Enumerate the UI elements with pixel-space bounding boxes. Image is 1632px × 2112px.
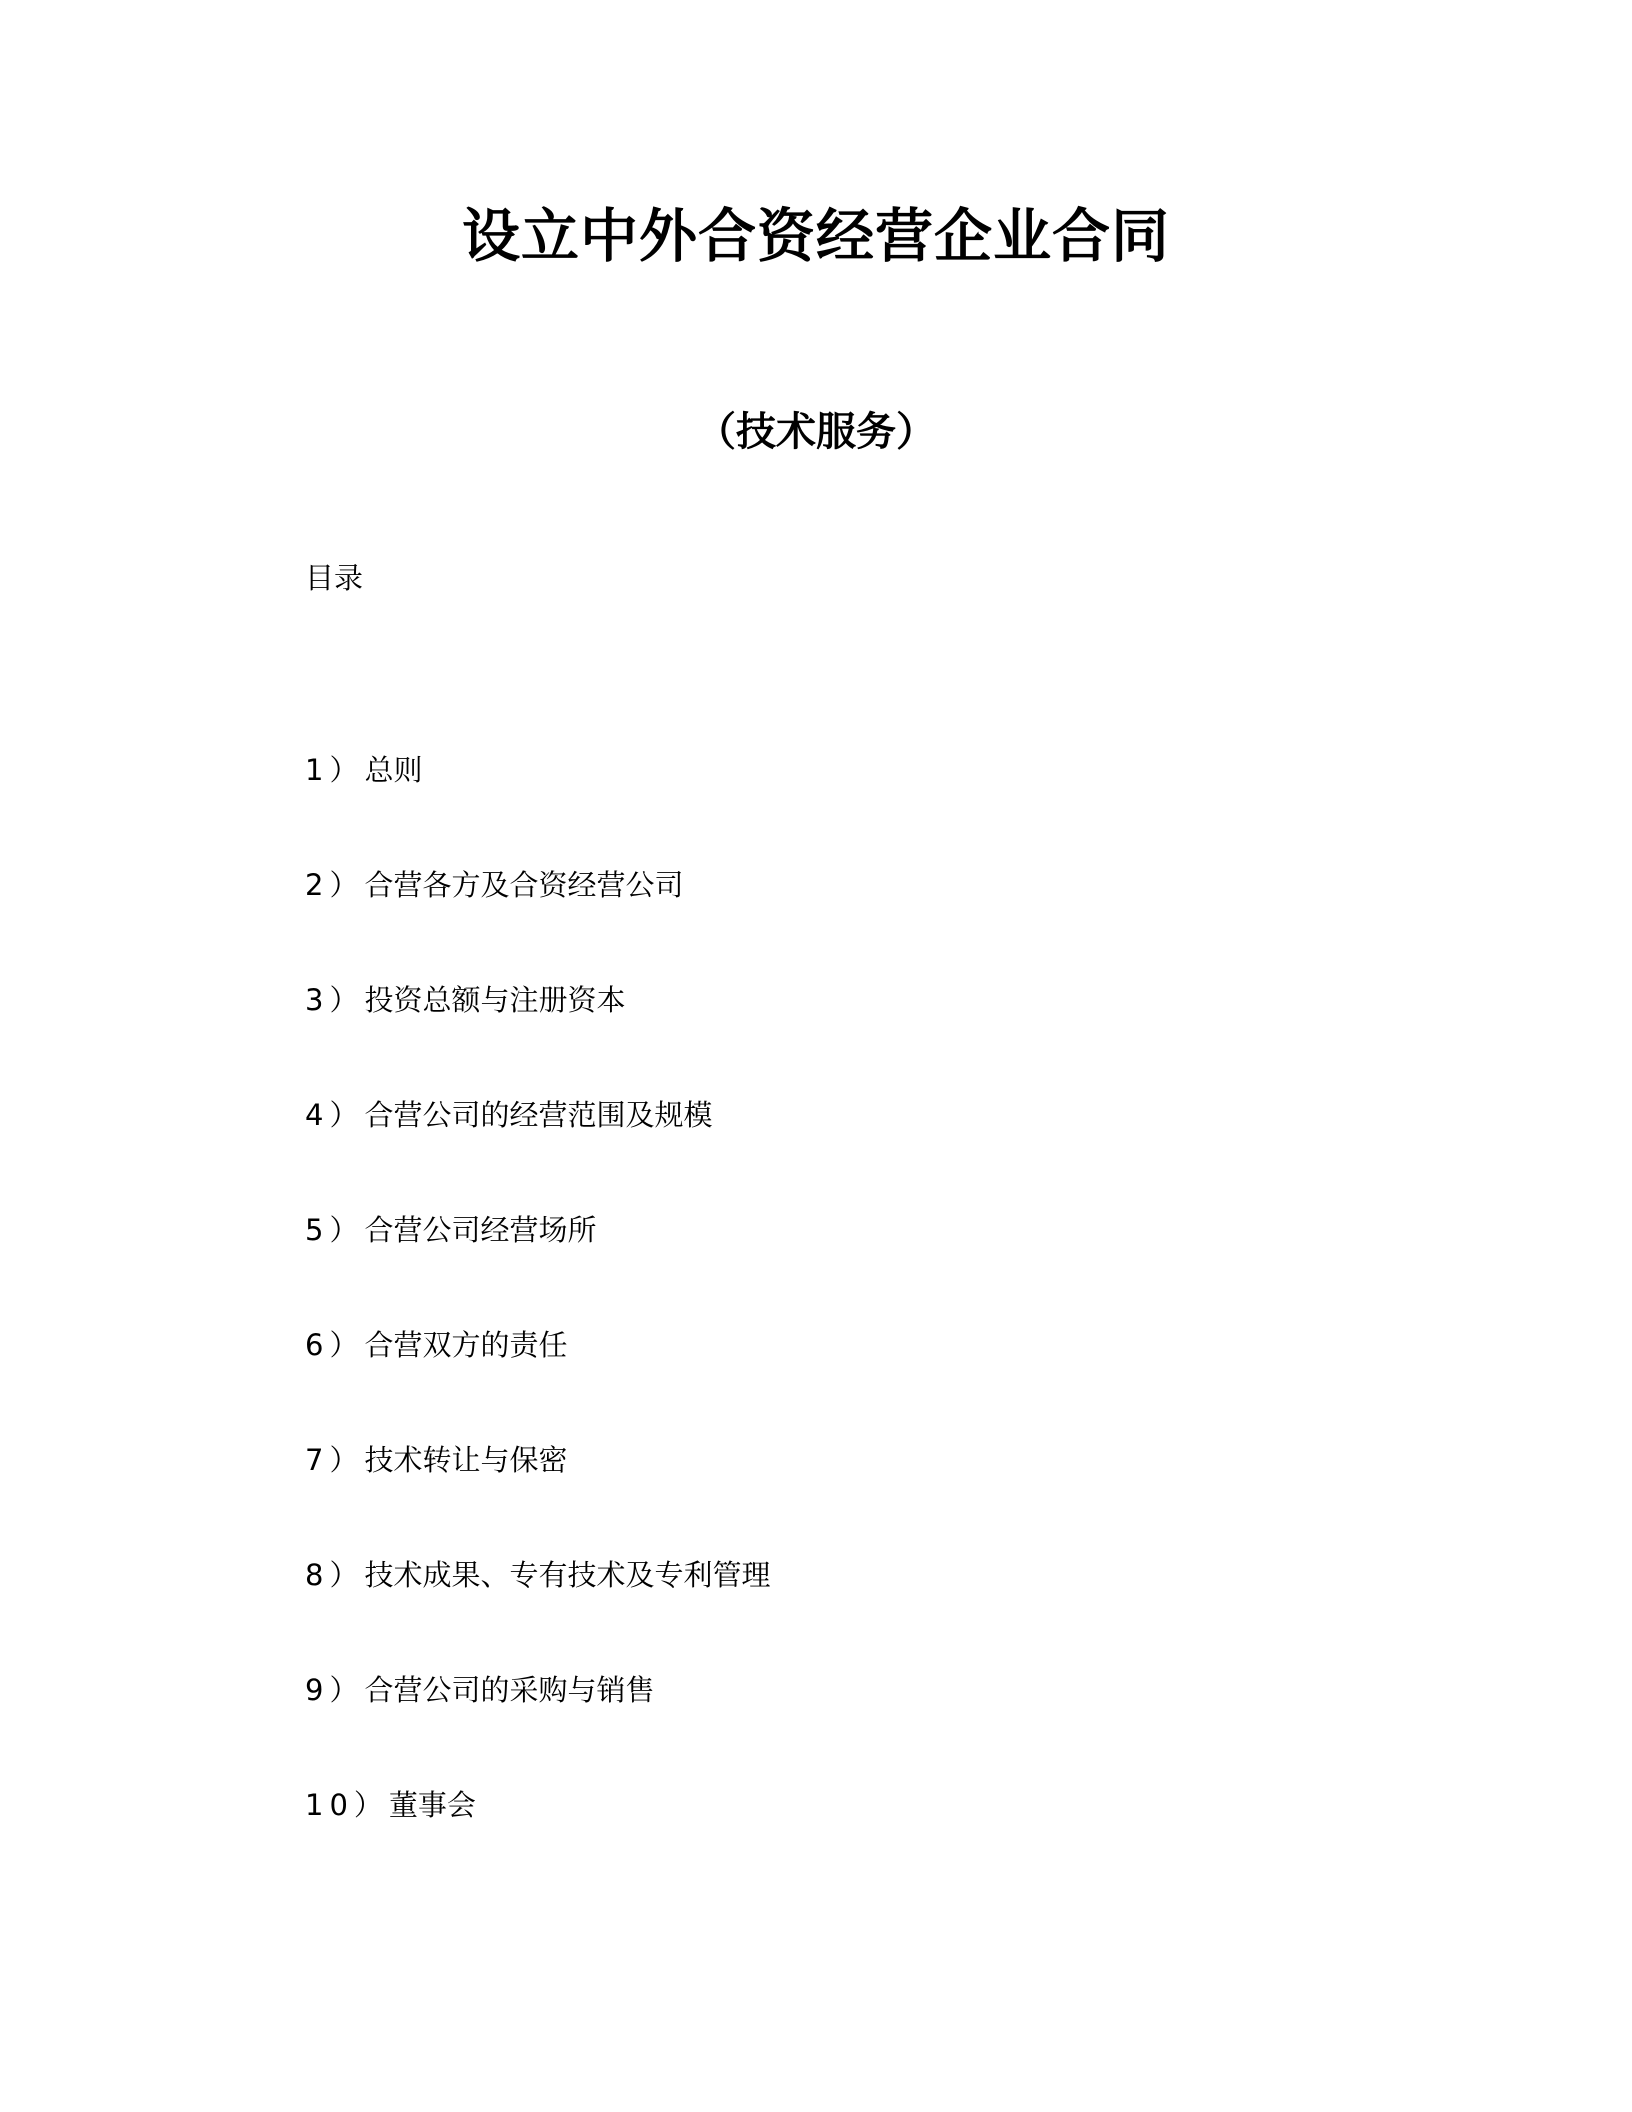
toc-item-label: 总则 [364,753,423,787]
toc-item-label: 合营公司的经营范围及规模 [364,1098,713,1132]
toc-item-number: 2） [305,868,365,902]
toc-item-2 [305,865,770,980]
toc-item-number: 8） [305,1558,365,1592]
toc-item-10 [305,1785,770,1900]
toc-item-number: 3） [305,983,365,1017]
table-of-contents [305,750,770,1900]
toc-item-label: 技术转让与保密 [364,1443,568,1477]
toc-item-number: 6） [305,1328,365,1362]
document-title: 设立中外合资经营企业合同 [461,202,1170,270]
toc-heading: 目录 [305,561,364,595]
toc-item-number: 7） [305,1443,365,1477]
document-subtitle: （技术服务） [696,409,936,455]
toc-item-label: 投资总额与注册资本 [364,983,626,1017]
toc-item-9 [305,1670,770,1785]
toc-item-label: 合营公司经营场所 [364,1213,597,1247]
toc-item-number: 5） [305,1213,365,1247]
toc-item-3 [305,980,770,1095]
toc-item-6 [305,1325,770,1440]
toc-item-7 [305,1440,770,1555]
toc-item-label: 合营各方及合资经营公司 [364,868,684,902]
toc-item-1 [305,750,770,865]
toc-item-label: 技术成果、专有技术及专利管理 [364,1558,771,1592]
toc-item-5 [305,1210,770,1325]
toc-item-number: 4） [305,1098,365,1132]
toc-item-8 [305,1555,770,1670]
toc-item-number: 1） [305,753,365,787]
toc-item-number: 9） [305,1673,365,1707]
toc-item-4 [305,1095,770,1210]
toc-item-number: 10） [305,1788,389,1822]
toc-item-label: 合营双方的责任 [364,1328,568,1362]
toc-item-label: 董事会 [388,1788,476,1822]
toc-item-label: 合营公司的采购与销售 [364,1673,655,1707]
